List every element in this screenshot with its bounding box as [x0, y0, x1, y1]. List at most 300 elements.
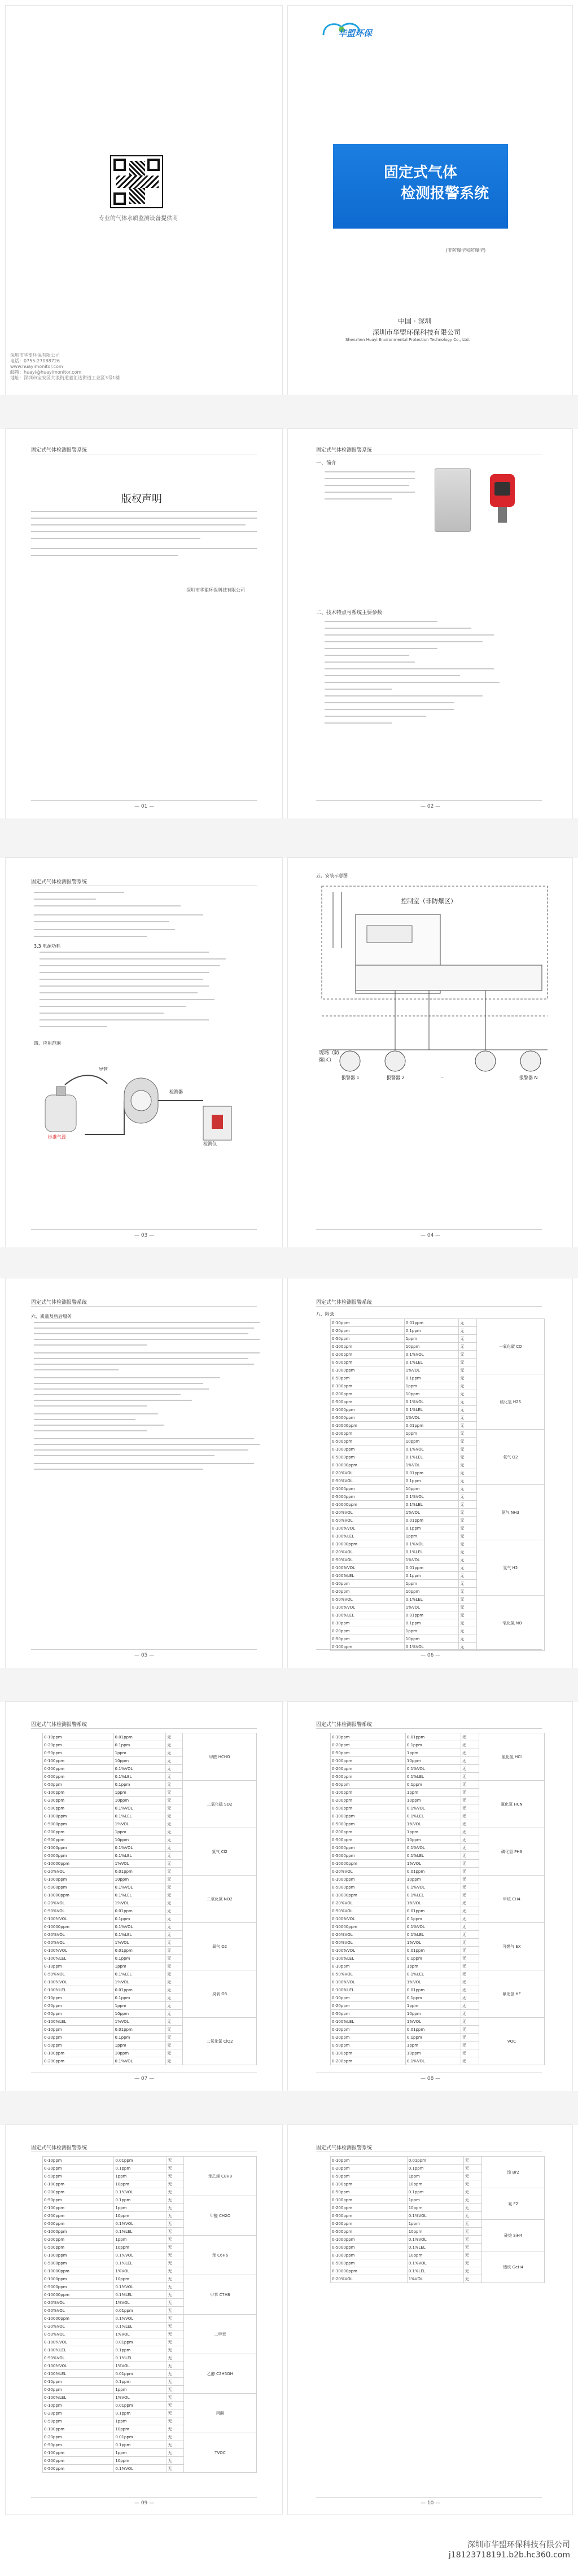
range-cell: 0-5000ppm	[43, 1820, 114, 1828]
range-cell: 0-50ppm	[43, 2010, 114, 2018]
section-heading: 五、安装示意图	[316, 873, 348, 878]
resolution-cell: 0.1ppm	[113, 1994, 166, 2002]
range-cell: 0-500ppm	[43, 2244, 114, 2251]
resolution-cell: 10ppm	[114, 2457, 167, 2465]
gas-table	[42, 2156, 257, 2473]
remark-cell: 无	[463, 2244, 482, 2251]
remark-cell: 无	[461, 1812, 479, 1820]
range-cell: 0-20%VOL	[331, 1509, 405, 1517]
section-heading: 3.3 电源功耗	[34, 944, 61, 949]
resolution-cell: 0.1%VOL	[114, 2283, 167, 2291]
resolution-cell: 1ppm	[407, 2220, 463, 2228]
range-cell: 0-20ppm	[331, 1741, 406, 1749]
cover-contact	[10, 353, 120, 381]
qr-code	[110, 155, 163, 208]
resolution-cell: 0.01ppm	[405, 1733, 461, 1741]
table-row	[331, 2251, 545, 2259]
gas-name-cell: TVOC	[183, 2433, 256, 2473]
resolution-cell: 0.1%LEL	[407, 2244, 463, 2251]
resolution-cell: 1ppm	[405, 1749, 461, 1757]
remark-cell: 无	[461, 1947, 479, 1955]
resolution-cell: 1ppm	[113, 2002, 166, 2010]
table-row	[331, 1430, 545, 1438]
range-cell: 0-100ppm	[331, 1789, 406, 1797]
section-heading: 六、质量及售后服务	[31, 1314, 72, 1319]
label-sensor: 检测器	[169, 1089, 183, 1094]
remark-cell: 无	[166, 2018, 183, 2026]
resolution-cell: 10ppm	[407, 2180, 463, 2188]
resolution-cell: 1ppm	[113, 2041, 166, 2049]
resolution-cell: 1%VOL	[113, 1860, 166, 1868]
resolution-cell: 0.01ppm	[114, 2433, 167, 2441]
remark-cell: 无	[459, 1445, 476, 1453]
resolution-cell: 1%VOL	[114, 2299, 167, 2307]
remark-cell: 无	[166, 2049, 183, 2057]
remark-cell: 无	[463, 2157, 482, 2165]
range-cell: 0-1000ppm	[331, 1812, 406, 1820]
table-row	[331, 2188, 545, 2196]
resolution-cell: 0.1ppm	[404, 1477, 458, 1485]
range-cell: 0-5000ppm	[331, 2259, 408, 2267]
range-cell: 0-20%VOL	[331, 1931, 406, 1939]
resolution-cell: 1%VOL	[404, 1414, 458, 1422]
range-cell: 0-20%VOL	[331, 1899, 406, 1907]
gas-name-cell: 硅烷 SiH4	[482, 2220, 545, 2251]
remark-cell: 无	[167, 2457, 183, 2465]
range-cell: 0-200ppm	[331, 1765, 406, 1773]
remark-cell: 无	[167, 2196, 183, 2204]
range-cell: 0-10000ppm	[331, 1891, 406, 1899]
resolution-cell: 1%VOL	[113, 1899, 166, 1907]
range-cell: 0-100%VOL	[331, 1978, 406, 1986]
table-row	[43, 2196, 257, 2204]
remark-cell: 无	[459, 1501, 476, 1509]
range-cell: 0-100%VOL	[331, 1604, 405, 1611]
resolution-cell: 0.1ppm	[114, 2165, 167, 2172]
remark-cell: 无	[167, 2417, 183, 2425]
table-row	[331, 1781, 545, 1789]
copyright-title: 版权声明	[121, 493, 162, 505]
remark-cell: 无	[461, 1836, 479, 1844]
remark-cell: 无	[459, 1596, 476, 1604]
range-cell: 0-10000ppm	[331, 1923, 406, 1931]
range-cell: 0-1000ppm	[331, 1406, 405, 1414]
resolution-cell: 0.1ppm	[113, 1741, 166, 1749]
remark-cell: 无	[166, 2057, 183, 2065]
resolution-cell: 0.1%LEL	[114, 2228, 167, 2236]
gas-name-cell: 二氧化氯 ClO2	[183, 2018, 257, 2065]
page-number: — 02 —	[421, 804, 441, 809]
remark-cell: 无	[461, 2041, 479, 2049]
range-cell: 0-20%VOL	[43, 1868, 114, 1876]
resolution-cell: 0.1ppm	[404, 1327, 458, 1335]
remark-cell: 无	[167, 2299, 183, 2307]
range-cell: 0-100ppm	[331, 1643, 405, 1651]
range-cell: 0-1000ppm	[331, 2251, 408, 2259]
table-row	[43, 2018, 257, 2026]
remark-cell: 无	[461, 1804, 479, 1812]
remark-cell: 无	[461, 2002, 479, 2010]
range-cell: 0-200ppm	[43, 2057, 114, 2065]
table-row	[43, 2394, 257, 2402]
resolution-cell: 1ppm	[404, 1627, 458, 1635]
range-cell: 0-50ppm	[43, 1781, 114, 1789]
range-cell: 0-100%VOL	[43, 2338, 114, 2346]
remark-cell: 无	[459, 1532, 476, 1540]
resolution-cell: 1ppm	[113, 1962, 166, 1970]
table-row	[331, 1733, 545, 1741]
remark-cell: 无	[461, 1789, 479, 1797]
gas-name-cell: 可燃气 EX	[479, 1923, 544, 1970]
resolution-cell: 10ppm	[407, 2251, 463, 2259]
range-cell: 0-1000ppm	[331, 2236, 408, 2244]
remark-cell: 无	[463, 2188, 482, 2196]
range-cell: 0-10000ppm	[331, 1860, 406, 1868]
remark-cell: 无	[461, 1741, 479, 1749]
range-cell: 0-100ppm	[43, 2425, 114, 2433]
range-cell: 0-1000ppm	[43, 2251, 114, 2259]
range-cell: 0-10ppm	[331, 2026, 406, 2034]
range-cell: 0-50%VOL	[43, 2354, 114, 2362]
resolution-cell: 0.1%VOL	[113, 2057, 166, 2065]
range-cell: 0-100ppm	[43, 1789, 114, 1797]
resolution-cell: 10ppm	[407, 2228, 463, 2236]
remark-cell: 无	[459, 1564, 476, 1572]
remark-cell: 无	[167, 2338, 183, 2346]
remark-cell: 无	[166, 1844, 183, 1852]
range-cell: 0-50ppm	[331, 2188, 408, 2196]
range-cell: 0-50%VOL	[331, 1596, 405, 1604]
table-row	[331, 1923, 545, 1931]
range-cell: 0-10ppm	[331, 1733, 406, 1741]
page-number: — 07 —	[134, 2076, 155, 2082]
page-header: 固定式气体检测报警系统	[31, 2145, 87, 2151]
resolution-cell: 0.1ppm	[405, 1955, 461, 1962]
resolution-cell: 1ppm	[114, 2204, 167, 2212]
remark-cell: 无	[166, 1939, 183, 1947]
remark-cell: 无	[166, 1773, 183, 1781]
remark-cell: 无	[166, 2002, 183, 2010]
resolution-cell: 10ppm	[405, 2049, 461, 2057]
gas-name-cell: 氧气 O2	[476, 1430, 544, 1485]
range-cell: 0-10ppm	[43, 2157, 114, 2165]
resolution-cell: 10ppm	[113, 1836, 166, 1844]
remark-cell: 无	[461, 1986, 479, 1994]
resolution-cell: 0.01ppm	[113, 1986, 166, 1994]
remark-cell: 无	[459, 1438, 476, 1445]
range-cell: 0-200ppm	[43, 2212, 114, 2220]
contact-line: 邮箱：huayi@huayimonitor.com	[10, 370, 82, 375]
range-cell: 0-5000ppm	[331, 1453, 405, 1461]
range-cell: 0-10ppm	[43, 2026, 114, 2034]
resolution-cell: 0.1ppm	[113, 2034, 166, 2041]
resolution-cell: 10ppm	[113, 1757, 166, 1765]
range-cell: 0-10ppm	[43, 1962, 114, 1970]
range-cell: 0-200ppm	[331, 1390, 405, 1398]
resolution-cell: 0.1%VOL	[407, 2212, 463, 2220]
remark-cell: 无	[459, 1572, 476, 1580]
page-header: 固定式气体检测报警系统	[31, 879, 87, 885]
range-cell: 0-100%LEL	[43, 2370, 114, 2378]
section-heading: 四、应用范围	[34, 1041, 61, 1046]
remark-cell: 无	[461, 2034, 479, 2041]
remark-cell: 无	[463, 2236, 482, 2244]
remark-cell: 无	[461, 1876, 479, 1883]
remark-cell: 无	[459, 1335, 476, 1343]
alarm-label-2: 报警器 2	[387, 1075, 405, 1080]
resolution-cell: 0.1%LEL	[404, 1359, 458, 1366]
resolution-cell: 1%VOL	[404, 1461, 458, 1469]
gas-name-cell: 氨气 NH3	[476, 1485, 544, 1540]
range-cell: 0-500ppm	[331, 1398, 405, 1406]
remark-cell: 无	[166, 1804, 183, 1812]
resolution-cell: 1%VOL	[404, 1366, 458, 1374]
range-cell: 0-10000ppm	[331, 1540, 405, 1548]
resolution-cell: 0.1%LEL	[113, 1931, 166, 1939]
resolution-cell: 0.01ppm	[113, 1947, 166, 1955]
range-cell: 0-100%VOL	[331, 1947, 406, 1955]
gas-name-cell: 氟 F2	[482, 2188, 545, 2220]
range-cell: 0-100ppm	[43, 2204, 114, 2212]
resolution-cell: 0.01ppm	[404, 1564, 458, 1572]
resolution-cell: 10ppm	[405, 2010, 461, 2018]
gas-table	[330, 2156, 545, 2283]
remark-cell: 无	[166, 1907, 183, 1915]
range-cell: 0-50%VOL	[43, 1970, 114, 1978]
remark-cell: 无	[167, 2441, 183, 2449]
range-cell: 0-50%VOL	[43, 1907, 114, 1915]
resolution-cell: 1%VOL	[113, 2018, 166, 2026]
range-cell: 0-50%VOL	[331, 1970, 406, 1978]
resolution-cell: 1ppm	[405, 1828, 461, 1836]
gas-name-cell: 一氧化碳 CO	[476, 1319, 544, 1374]
qr-caption: 专业的气体水质监测设备提供商	[99, 216, 178, 222]
remark-cell: 无	[167, 2465, 183, 2473]
remark-cell: 无	[461, 1899, 479, 1907]
resolution-cell: 0.01ppm	[404, 1422, 458, 1430]
resolution-cell: 0.1%LEL	[114, 2259, 167, 2267]
range-cell: 0-100%LEL	[331, 1532, 405, 1540]
remark-cell: 无	[461, 1907, 479, 1915]
resolution-cell: 1%VOL	[405, 1860, 461, 1868]
range-cell: 0-10000ppm	[43, 2267, 114, 2275]
remark-cell: 无	[461, 1733, 479, 1741]
remark-cell: 无	[459, 1627, 476, 1635]
remark-cell: 无	[461, 1852, 479, 1860]
range-cell: 0-50%VOL	[43, 1939, 114, 1947]
resolution-cell: 0.1ppm	[114, 2441, 167, 2449]
range-cell: 0-200ppm	[331, 1351, 405, 1359]
gas-name-cell: 二氧化硫 SO2	[183, 1781, 257, 1828]
range-cell: 0-100ppm	[331, 2196, 408, 2204]
range-cell: 0-50ppm	[43, 2041, 114, 2049]
resolution-cell: 0.1%LEL	[405, 1852, 461, 1860]
table-row	[331, 1828, 545, 1836]
resolution-cell: 0.1%VOL	[405, 1883, 461, 1891]
remark-cell: 无	[166, 1765, 183, 1773]
remark-cell: 无	[166, 1923, 183, 1931]
remark-cell: 无	[461, 1939, 479, 1947]
range-cell: 0-200ppm	[331, 2204, 408, 2212]
range-cell: 0-10ppm	[331, 1580, 405, 1588]
resolution-cell: 0.1%VOL	[405, 2057, 461, 2065]
resolution-cell: 1ppm	[407, 2196, 463, 2204]
remark-cell: 无	[167, 2236, 183, 2244]
range-cell: 0-5000ppm	[331, 1820, 406, 1828]
resolution-cell: 1ppm	[114, 2172, 167, 2180]
detector-photo	[485, 474, 519, 525]
table-row	[331, 1970, 545, 1978]
resolution-cell: 1ppm	[404, 1382, 458, 1390]
gas-name-cell: 磷化氢 PH3	[479, 1828, 544, 1876]
page-header: 固定式气体检测报警系统	[31, 1300, 87, 1305]
resolution-cell: 0.1%LEL	[405, 1931, 461, 1939]
resolution-cell: 0.1ppm	[405, 1994, 461, 2002]
remark-cell: 无	[461, 1931, 479, 1939]
page-number: — 08 —	[421, 2076, 441, 2082]
remark-cell: 无	[166, 1852, 183, 1860]
range-cell: 0-10000ppm	[331, 1461, 405, 1469]
remark-cell: 无	[166, 1978, 183, 1986]
remark-cell: 无	[459, 1524, 476, 1532]
resolution-cell: 0.1ppm	[405, 1741, 461, 1749]
remark-cell: 无	[166, 1836, 183, 1844]
range-cell: 0-100ppm	[43, 2049, 114, 2057]
range-cell: 0-100%VOL	[43, 1915, 114, 1923]
resolution-cell: 0.1ppm	[405, 1915, 461, 1923]
resolution-cell: 0.1%VOL	[114, 2220, 167, 2228]
remark-cell: 无	[463, 2180, 482, 2188]
gas-table	[330, 1733, 545, 2065]
remark-cell: 无	[459, 1327, 476, 1335]
range-cell: 0-100ppm	[43, 2449, 114, 2457]
resolution-cell: 10ppm	[114, 2180, 167, 2188]
remark-cell: 无	[166, 1947, 183, 1955]
resolution-cell: 0.01ppm	[113, 1733, 166, 1741]
resolution-cell: 0.01ppm	[114, 2402, 167, 2409]
resolution-cell: 1ppm	[113, 1749, 166, 1757]
cover-company-en: Shenzhen Huayi Environmental Protection Technology Co., Ltd.	[345, 338, 470, 342]
remark-cell: 无	[459, 1406, 476, 1414]
resolution-cell: 0.01ppm	[404, 1517, 458, 1524]
range-cell: 0-500ppm	[43, 2465, 114, 2473]
control-room-label: 控制室（非防爆区）	[401, 897, 457, 905]
resolution-cell: 10ppm	[404, 1485, 458, 1493]
gas-name-cell: 溴 Br2	[482, 2157, 545, 2188]
range-cell: 0-50ppm	[331, 1335, 405, 1343]
range-cell: 0-10ppm	[43, 1994, 114, 2002]
resolution-cell: 1%VOL	[405, 1820, 461, 1828]
copyright-signature: 深圳市华盟环保科技有限公司	[186, 588, 245, 593]
application-diagram	[34, 1050, 248, 1151]
resolution-cell: 1%VOL	[113, 1978, 166, 1986]
remark-cell: 无	[459, 1619, 476, 1627]
remark-cell: 无	[166, 1733, 183, 1741]
resolution-cell: 10ppm	[113, 2049, 166, 2057]
gas-name-cell: 苯乙烯 C8H8	[183, 2157, 256, 2196]
resolution-cell: 0.1ppm	[114, 2409, 167, 2417]
range-cell: 0-100ppm	[331, 2180, 408, 2188]
resolution-cell: 0.1%VOL	[407, 2259, 463, 2267]
resolution-cell: 10ppm	[113, 1876, 166, 1883]
table-row	[43, 1876, 257, 1883]
resolution-cell: 1ppm	[114, 2236, 167, 2244]
remark-cell: 无	[166, 1781, 183, 1789]
range-cell: 0-500ppm	[331, 1359, 405, 1366]
resolution-cell: 10ppm	[407, 2204, 463, 2212]
table-row	[331, 2220, 545, 2228]
range-cell: 0-100ppm	[331, 1382, 405, 1390]
page-05	[6, 1278, 282, 1668]
remark-cell: 无	[459, 1359, 476, 1366]
page-header: 固定式气体检测报警系统	[31, 1722, 87, 1728]
remark-cell: 无	[167, 2394, 183, 2402]
range-cell: 0-10ppm	[331, 1319, 405, 1327]
remark-cell: 无	[166, 1883, 183, 1891]
gas-name-cell: 氢气 H2	[476, 1540, 544, 1596]
remark-cell: 无	[166, 1757, 183, 1765]
resolution-cell: 10ppm	[405, 1876, 461, 1883]
table-row	[331, 1319, 545, 1327]
range-cell: 0-200ppm	[43, 2236, 114, 2244]
remark-cell: 无	[166, 1962, 183, 1970]
range-cell: 0-20ppm	[331, 1588, 405, 1596]
gas-table	[330, 1318, 545, 1651]
resolution-cell: 0.1%VOL	[405, 1923, 461, 1931]
resolution-cell: 0.1ppm	[404, 1374, 458, 1382]
resolution-cell: 10ppm	[113, 2010, 166, 2018]
resolution-cell: 0.1ppm	[407, 2188, 463, 2196]
range-cell: 0-10ppm	[331, 1962, 406, 1970]
resolution-cell: 0.01ppm	[114, 2157, 167, 2165]
resolution-cell: 0.1%LEL	[114, 2323, 167, 2330]
page-number: — 05 —	[134, 1653, 155, 1658]
resolution-cell: 0.01ppm	[405, 1947, 461, 1955]
range-cell: 0-1000ppm	[331, 1844, 406, 1852]
page-number: — 03 —	[134, 1233, 155, 1238]
remark-cell: 无	[459, 1398, 476, 1406]
remark-cell: 无	[166, 1876, 183, 1883]
resolution-cell: 0.1%VOL	[404, 1643, 458, 1651]
range-cell: 0-200ppm	[331, 2057, 406, 2065]
remark-cell: 无	[166, 1994, 183, 2002]
range-cell: 0-500ppm	[331, 1773, 406, 1781]
page-header: 固定式气体检测报警系统	[316, 1300, 373, 1305]
gas-name-cell: 二氧化氮 NO2	[183, 1876, 257, 1923]
resolution-cell: 1ppm	[114, 2449, 167, 2457]
remark-cell: 无	[463, 2259, 482, 2267]
remark-cell: 无	[461, 2026, 479, 2034]
remark-cell: 无	[166, 1891, 183, 1899]
remark-cell: 无	[167, 2157, 183, 2165]
resolution-cell: 0.1%VOL	[113, 1844, 166, 1852]
remark-cell: 无	[459, 1477, 476, 1485]
resolution-cell: 1ppm	[405, 1962, 461, 1970]
resolution-cell: 10ppm	[113, 1797, 166, 1804]
remark-cell: 无	[461, 1970, 479, 1978]
resolution-cell: 0.01ppm	[113, 1868, 166, 1876]
range-cell: 0-1000ppm	[331, 1876, 406, 1883]
remark-cell: 无	[459, 1493, 476, 1501]
gas-name-cell: 硫化氢 H2S	[476, 1374, 544, 1430]
resolution-cell: 1%VOL	[113, 1820, 166, 1828]
remark-cell: 无	[167, 2330, 183, 2338]
remark-cell: 无	[459, 1414, 476, 1422]
resolution-cell: 0.1ppm	[113, 1915, 166, 1923]
range-cell: 0-200ppm	[43, 1828, 114, 1836]
resolution-cell: 1%VOL	[407, 2275, 463, 2283]
resolution-cell: 0.1%LEL	[405, 1891, 461, 1899]
